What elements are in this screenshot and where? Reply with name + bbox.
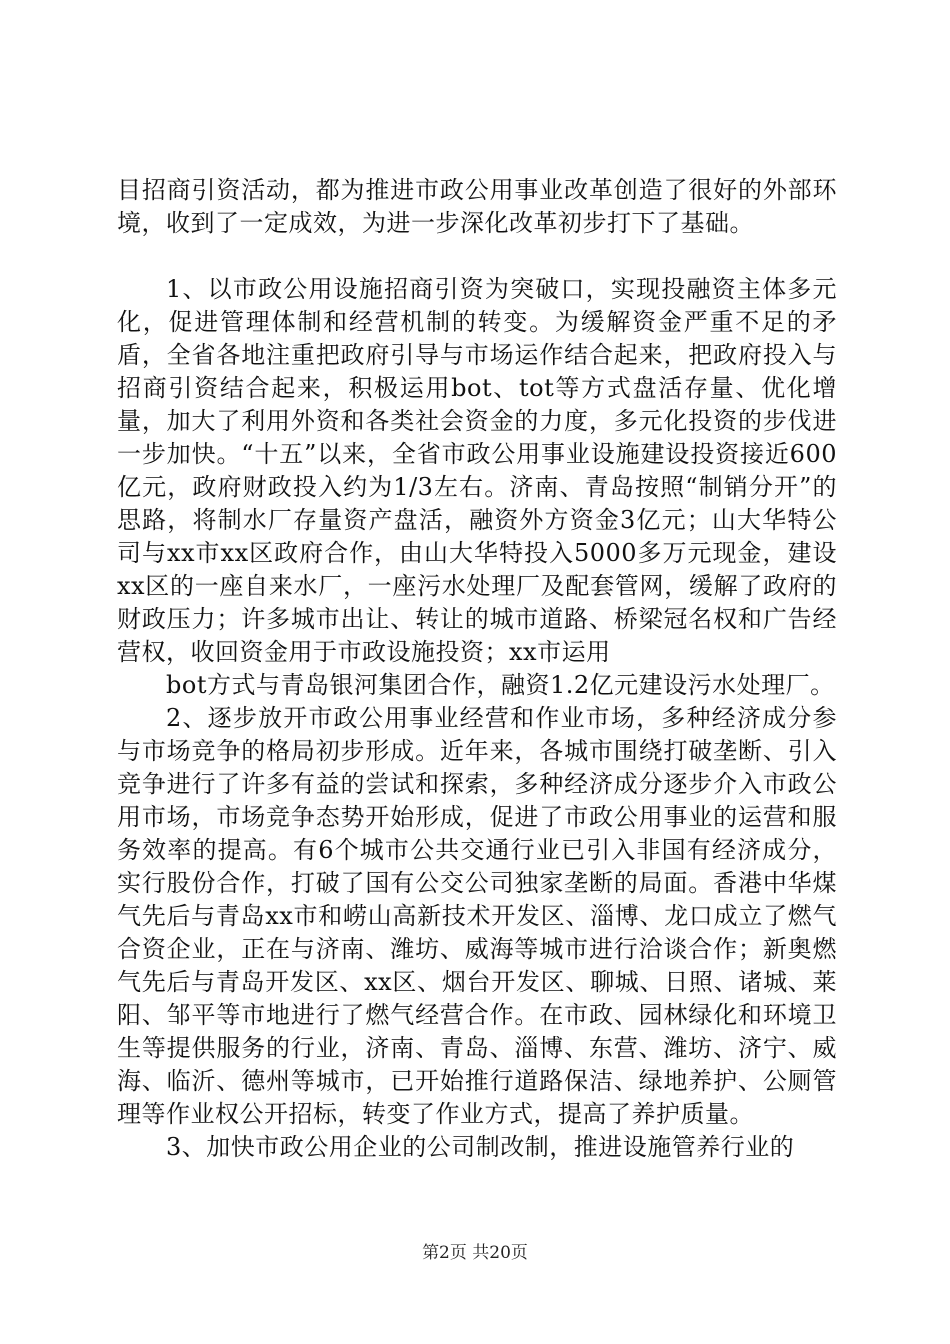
paragraph-item-2: 2、逐步放开市政公用事业经营和作业市场，多种经济成分参与市场竞争的格局初步形成。近年来，各城市围绕打破垄断、引入竞争进行了许多有益的尝试和探索，多种经济成分逐步介入市政公用市场，市场竞争态势开始形成，促进了市政公用事业的运营和服务效率的提高。有6个城市公共交通行业已引入非国有经济成分，实行股份合作，打破了国有公交公司独家垄断的局面。香港中华煤气先后与青岛xx市和崂山高新技术开发区、淄博、龙口成立了燃气合资企业，正在与济南、潍坊、威海等城市进行洽谈合作；新奥燃气先后与青岛开发区、xx区、烟台开发区、聊城、日照、诸城、莱阳、邹平等市地进行了燃气经营合作。在市政、园林绿化和环境卫生等提供服务的行业，济南、青岛、淄博、东营、潍坊、济宁、威海、临沂、德州等城市，已开始推行道路保洁、绿地养护、公厕管理等作业权公开招标，转变了作业方式，提高了养护质量。 <box>117 704 837 1128</box>
paragraph-item-1-continued: bot方式与青岛银河集团合作，融资1.2亿元建设污水处理厂。 <box>166 671 835 699</box>
page-number-footer: 第2页 共20页 <box>422 1243 528 1263</box>
document-body <box>117 174 837 1164</box>
paragraph-item-1: 1、以市政公用设施招商引资为突破口，实现投融资主体多元化，促进管理体制和经营机制的转变。为缓解资金严重不足的矛盾，全省各地注重把政府引导与市场运作结合起来，把政府投入与招商引资结合起来，积极运用bot、tot等方式盘活存量、优化增量，加大了利用外资和各类社会资金的力度，多元化投资的步伐进一步加快。“十五”以来，全省市政公用事业设施建设投资接近600亿元，政府财政投入约为1/3左右。济南、青岛按照“制销分开”的思路，将制水厂存量资产盘活，融资外方资金3亿元；山大华特公司与xx市xx区政府合作，由山大华特投入5000多万元现金，建设xx区的一座自来水厂，一座污水处理厂及配套管网，缓解了政府的财政压力；许多城市出让、转让的城市道路、桥梁冠名权和广告经营权，收回资金用于市政设施投资；xx市运用 <box>117 275 837 666</box>
paragraph-item-3: 3、加快市政公用企业的公司制改制，推进设施管养行业的 <box>166 1133 795 1161</box>
paragraph-continuation: 目招商引资活动，都为推进市政公用事业改革创造了很好的外部环境，收到了一定成效，为进一步深化改革初步打下了基础。 <box>117 176 837 237</box>
